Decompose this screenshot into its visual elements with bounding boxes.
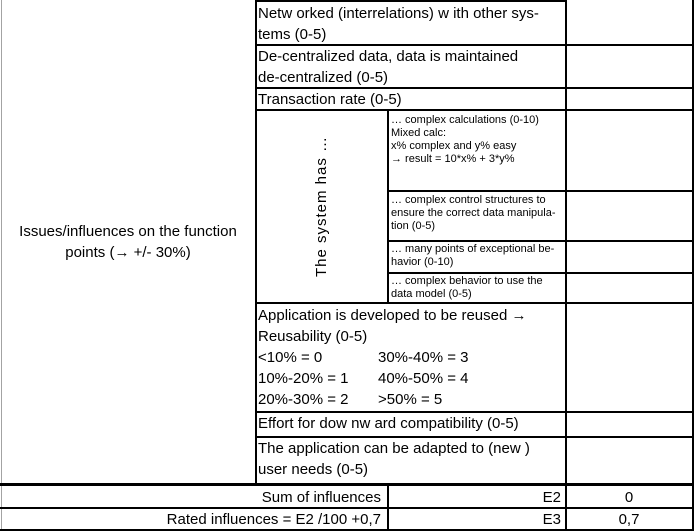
subrow-control-structures (391, 194, 563, 238)
sum-of-influences-text: Sum of influences (261, 489, 381, 506)
reusability-pair-2-right: >50% = 5 (378, 391, 443, 408)
value-cell-exceptional-behavior[interactable] (568, 243, 690, 270)
rated-influences-text: Rated influences = E2 /100 +0,7 (166, 511, 381, 528)
row-decentralized-line2: de-centralized (0-5) (258, 69, 389, 86)
subrow1-line2: Mixed calc: (391, 127, 447, 139)
value-cell-networked[interactable] (568, 3, 690, 43)
rated-ref-text: E3 (542, 511, 561, 528)
subrow-complex-behavior (391, 275, 563, 301)
value-cell-adapted[interactable] (568, 438, 690, 481)
sum-ref-cell[interactable] (391, 487, 561, 506)
grid-line-v3a (387, 110, 389, 303)
rated-value-cell[interactable] (568, 509, 690, 528)
grid-line-right-edge (692, 0, 694, 530)
grid-line-bottom (0, 529, 694, 531)
reusability-pair-2-left: 20%-30% = 2 (258, 391, 349, 408)
grid-line-h8 (0, 507, 694, 509)
row-decentralized-line1: De-centralized data, data is maintained (258, 48, 519, 65)
subrow2-line1: … complex control structures to (391, 194, 546, 206)
system-has-label: The system has … (312, 135, 330, 278)
row-effort-line1: Effort for dow nw ard compatibility (0-5) (258, 415, 519, 432)
row-networked-label (258, 3, 562, 43)
grid-line-h3 (255, 109, 694, 111)
reusability-line2: Reusability (0-5) (258, 328, 368, 345)
row-reusability-label (258, 305, 562, 409)
row-transaction-label (258, 89, 562, 108)
row-adapted-label (258, 438, 562, 481)
subrow2-line2: ensure the correct data manipula- (391, 207, 556, 219)
grid-line-h5 (255, 411, 694, 413)
row-decentralized-label (258, 46, 562, 86)
grid-line-h-sub2 (387, 240, 694, 242)
grid-line-h7 (0, 483, 694, 486)
row-transaction-line1: Transaction rate (0-5) (258, 91, 402, 108)
system-has-cell (257, 112, 385, 301)
grid-line-h-sub3 (387, 272, 694, 274)
row-networked-line2: tems (0-5) (258, 26, 327, 43)
grid-line-h-sub1 (387, 190, 694, 192)
value-cell-complex-calculations[interactable] (568, 114, 690, 188)
sum-ref-text: E2 (542, 489, 561, 506)
subrow3-line1: … many points of exceptional be- (391, 243, 555, 255)
subrow1-line3: x% complex and y% easy (391, 140, 517, 152)
reusability-pair-0-left: <10% = 0 (258, 349, 323, 366)
issues-influences-label (19, 221, 237, 263)
grid-line-h6 (255, 436, 694, 438)
subrow4-line2: data model (0-5) (391, 288, 472, 300)
reusability-pair-0-right: 30%-40% = 3 (378, 349, 469, 366)
row-adapted-line2: user needs (0-5) (258, 461, 369, 478)
grid-line-v2 (565, 0, 567, 530)
row-networked-line1: Netw orked (interrelations) w ith other sys- (258, 5, 539, 22)
grid-line-h2 (255, 87, 694, 89)
subrow1-line1: … complex calculations (0-10) (391, 114, 539, 126)
row-effort-label (258, 413, 562, 433)
sum-of-influences-label (0, 487, 381, 506)
sum-value-text: 0 (624, 489, 634, 506)
value-cell-control-structures[interactable] (568, 194, 690, 238)
value-cell-reusability[interactable] (568, 305, 690, 409)
subrow-complex-calculations (391, 114, 563, 188)
subrow2-line3: tion (0-5) (391, 220, 436, 232)
rated-value-text: 0,7 (618, 511, 640, 528)
subrow-exceptional-behavior (391, 243, 563, 270)
issues-influences-line2: points (→ +/- 30%) (65, 243, 191, 261)
subrow4-line1: … complex behavior to use the (391, 275, 543, 287)
reusability-pair-1-left: 10%-20% = 1 (258, 370, 349, 387)
grid-line-left-edge (1, 0, 2, 530)
sum-value-cell[interactable] (568, 487, 690, 506)
issues-influences-line1: Issues/influences on the function (19, 222, 237, 240)
value-cell-transaction[interactable] (568, 89, 690, 108)
issues-influences-header-cell (4, 0, 252, 483)
reusability-line1: Application is developed to be reused → (258, 307, 527, 324)
reusability-mapping (258, 347, 562, 410)
row-adapted-line1: The application can be adapted to (new ) (258, 440, 530, 457)
subrow3-line2: havior (0-10) (391, 256, 454, 268)
grid-line-h4 (255, 302, 694, 304)
value-cell-complex-behavior[interactable] (568, 275, 690, 301)
rated-ref-cell[interactable] (391, 509, 561, 528)
reusability-pair-1-right: 40%-50% = 4 (378, 370, 469, 387)
rated-influences-label (0, 509, 381, 528)
value-cell-effort[interactable] (568, 413, 690, 433)
grid-line-top (255, 0, 567, 2)
subrow1-line4: → result = 10*x% + 3*y% (391, 153, 515, 165)
grid-line-h1 (255, 44, 694, 46)
value-cell-decentralized[interactable] (568, 46, 690, 86)
